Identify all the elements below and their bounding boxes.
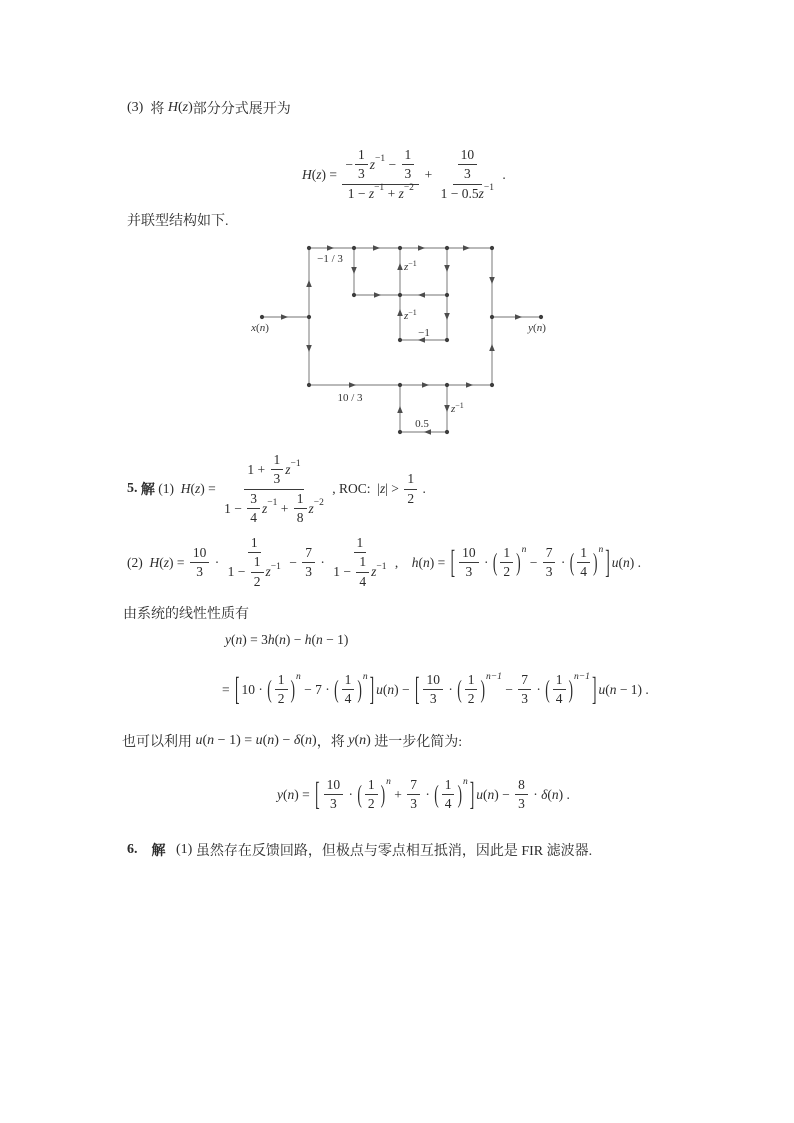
graph-node-dot	[307, 246, 311, 250]
graph-node-dot	[307, 383, 311, 387]
graph-node-dot	[445, 246, 449, 250]
graph-label: 10 / 3	[337, 392, 363, 404]
graph-arrowhead	[489, 277, 495, 284]
graph-label: x(n)	[251, 322, 269, 334]
graph-arrowhead	[418, 292, 425, 298]
graph-arrowhead	[397, 309, 403, 316]
graph-arrowhead	[515, 314, 522, 320]
graph-node-dot	[445, 293, 449, 297]
graph-arrowhead	[349, 382, 356, 388]
graph-label: $z^{-1}$	[404, 308, 417, 322]
graph-node-dot	[445, 430, 449, 434]
graph-label: −1 / 3	[317, 253, 343, 265]
graph-arrowhead	[466, 382, 473, 388]
graph-arrowhead	[373, 245, 380, 251]
formula-yn-expanded: = [ 10 · ( 1 2 ) n − 7 · ( 1 4 ) n ] u ( n ) − [ 10 3 · ( 1 2 ) n−1 − $\frac{7}{3}$ · ( 1 4 ) n−1 ] u ( n − 1) .	[222, 670, 649, 707]
graph-arrowhead	[397, 406, 403, 413]
graph-label: 0.5	[415, 418, 429, 430]
graph-arrowhead	[422, 382, 429, 388]
line-problem5-part2: (2) H ( z ) = $\frac{10}{3}$ · 1 1 − $\frac{1}{2}$ z −1 − $\frac{7}{3}$ · 1 1 − $\frac{1}{4}$ z −1 , h ( n ) = [ 10 3 · ( 1 2 ) n − $\frac{7}{3}$ · ( 1 4 ) n ] u ( n ) .	[127, 535, 641, 589]
graph-arrowhead	[424, 429, 431, 435]
graph-arrowhead	[351, 267, 357, 274]
graph-label: −1	[418, 327, 430, 339]
graph-arrowhead	[444, 265, 450, 272]
para-partial-fraction-intro: (3) 将 H ( z ) 部分分式展开为	[127, 100, 291, 117]
graph-node-dot	[398, 430, 402, 434]
graph-arrowhead	[463, 245, 470, 251]
graph-label: $z^{-1}$	[404, 259, 417, 273]
formula-yn-simplified: y ( n ) = [ 10 3 · ( 1 2 ) n + $\frac{7}{3}$ · ( 1 4 ) n ] u ( n ) − $\frac{8}{3}$ · δ ( n ) .	[277, 775, 570, 812]
graph-node-dot	[398, 383, 402, 387]
graph-node-dot	[398, 246, 402, 250]
graph-node-dot	[490, 383, 494, 387]
graph-node-dot	[398, 338, 402, 342]
graph-arrowhead	[418, 245, 425, 251]
graph-node-dot	[398, 293, 402, 297]
para-parallel-structure-caption: 并联型结构如下.	[127, 214, 229, 229]
graph-arrowhead	[374, 292, 381, 298]
graph-arrowhead	[306, 345, 312, 352]
graph-arrowhead	[281, 314, 288, 320]
para-simplification-note: 也可以利用 u ( n − 1) = u ( n ) − δ ( n ) ，将 y ( n ) 进一步化简为:	[122, 733, 463, 750]
line-problem5-part1: 5. 解 (1) H ( z ) = 1 + $\frac{1}{3}$ z −1 1 − $\frac{3}{4}$ z −1 + $\frac{1}{8}$ z −2 , ROC: | z | > 1 2 .	[127, 452, 426, 526]
graph-arrowhead	[444, 405, 450, 412]
line-problem6: 6. 解 (1) 虽然存在反馈回路，但极点与零点相互抵消，因此是 FIR 滤波器.	[127, 842, 593, 859]
graph-node-dot	[307, 315, 311, 319]
graph-node-dot	[352, 293, 356, 297]
formula-yn-definition: y ( n ) = 3 h ( n ) − h ( n − 1)	[225, 632, 349, 647]
graph-arrowhead	[444, 313, 450, 320]
graph-arrowhead	[327, 245, 334, 251]
graph-node-dot	[260, 315, 264, 319]
graph-node-dot	[352, 246, 356, 250]
para-linearity-note: 由系统的线性性质有	[123, 607, 249, 622]
flow-graph	[240, 236, 560, 446]
graph-node-dot	[445, 383, 449, 387]
graph-label: $z^{-1}$	[451, 401, 464, 415]
graph-arrowhead	[397, 263, 403, 270]
graph-label: y(n)	[528, 322, 546, 334]
formula-hz-partial-fraction: H ( z ) = − $\frac{1}{3}$ z −1 − $\frac{1}{3}$ 1 − z −1 + z −2 + 10 3 1 − 0.5 z −1 .	[302, 147, 506, 201]
graph-node-dot	[445, 338, 449, 342]
graph-arrowhead	[306, 280, 312, 287]
graph-node-dot	[539, 315, 543, 319]
graph-node-dot	[490, 246, 494, 250]
graph-arrowhead	[489, 344, 495, 351]
graph-node-dot	[490, 315, 494, 319]
